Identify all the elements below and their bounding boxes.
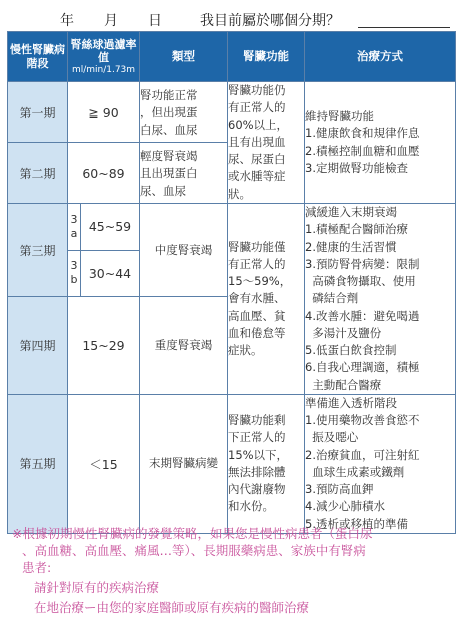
stage-1-category: 腎功能正常 ，但出現蛋 白尿、血尿 — [140, 82, 228, 143]
ckd-stage-table — [7, 31, 456, 534]
stage-5-treatment: 準備進入透析階段 1.使用藥物改善食慾不 振及噁心 2.治療貧血，可注射紅 血球生成素或鐵劑 3.預防高血鉀 4.減少心肺積水 5.透析或移植的準備 — [305, 394, 456, 533]
stage-5-category: 末期腎臟病變 — [140, 394, 228, 533]
header-egfr: 腎絲球過濾率值 ml/min/1.73m — [68, 32, 140, 82]
stage-question: 我目前屬於哪個分期？ — [200, 13, 340, 29]
header-stage: 慢性腎臟病階段 — [8, 32, 68, 82]
stage-5-function: 腎臟功能剩 下正常人的 15%以下， 無法排除體 內代謝廢物 和水份。 — [228, 394, 305, 533]
year-label: 年 — [60, 13, 74, 29]
date-question-line — [0, 8, 462, 30]
note-line-1: ※根據初期慢性腎臟病的發覺策略，如果您是慢性病患者（蛋白尿 — [12, 526, 373, 541]
stage-3-name: 第三期 — [8, 204, 68, 297]
note-item-2: 在地治療ー由您的家庭醫師或原有疾病的醫師治療 — [34, 600, 310, 615]
day-label: 日 — [148, 13, 162, 29]
stages-1-2-treatment: 維持腎臟功能 1.健康飲食和規律作息 2.積極控制血糖和血壓 3.定期做腎功能檢查 — [305, 82, 456, 204]
answer-blank[interactable] — [358, 27, 450, 28]
header-function: 腎臟功能 — [228, 32, 305, 82]
header-treatment: 治療方式 — [305, 32, 456, 82]
header-category: 類型 — [140, 32, 228, 82]
screening-note — [12, 525, 452, 616]
stage-2-name: 第二期 — [8, 143, 68, 204]
stage-5-egfr: ＜15 — [68, 394, 140, 533]
stages-3-4-function: 腎臟功能僅 有正常人的 15～59%， 會有水腫、 高血壓、貧 血和倦怠等 症狀。 — [228, 204, 305, 395]
stage-4-category: 重度腎衰竭 — [140, 297, 228, 395]
month-label: 月 — [104, 13, 118, 29]
stage-4-name: 第四期 — [8, 297, 68, 395]
stage-5-name: 第五期 — [8, 394, 68, 533]
note-line-2: 、高血糖、高血壓、痛風…等）、長期服藥病患、家族中有腎病 — [22, 543, 366, 558]
stage-2-egfr: 60~89 — [68, 143, 140, 204]
stages-1-2-function: 腎臟功能仍 有正常人的 60%以上， 且有出現血 尿、尿蛋白 或水腫等症 狀。 — [228, 82, 305, 204]
stage-1-name: 第一期 — [8, 82, 68, 143]
note-item-1: 請針對原有的疾病治療 — [34, 580, 160, 595]
stages-3-4-treatment: 減緩進入末期衰竭 1.積極配合醫師治療 2.健康的生活習慣 3.預防腎骨病變：限制 高磷食物攝取、使用 磷結合劑 4.改善水腫：避免喝過 多湯汁及鹽份 5.低蛋白飲食控制 6.自我心理調適，積極 主動配合醫療 — [305, 204, 456, 395]
stage-3-category: 中度腎衰竭 — [140, 204, 228, 297]
stage-1-egfr: ≧ 90 — [68, 82, 140, 143]
stage-3a-label: 3 a — [68, 204, 81, 251]
stage-2-category: 輕度腎衰竭 且出現蛋白 尿、血尿 — [140, 143, 228, 204]
stage-3a-egfr: 45~59 — [81, 204, 140, 251]
stage-3b-label: 3 b — [68, 250, 81, 297]
stage-3b-egfr: 30~44 — [81, 250, 140, 297]
note-line-3: 患者: — [22, 560, 52, 575]
stage-4-egfr: 15~29 — [68, 297, 140, 395]
